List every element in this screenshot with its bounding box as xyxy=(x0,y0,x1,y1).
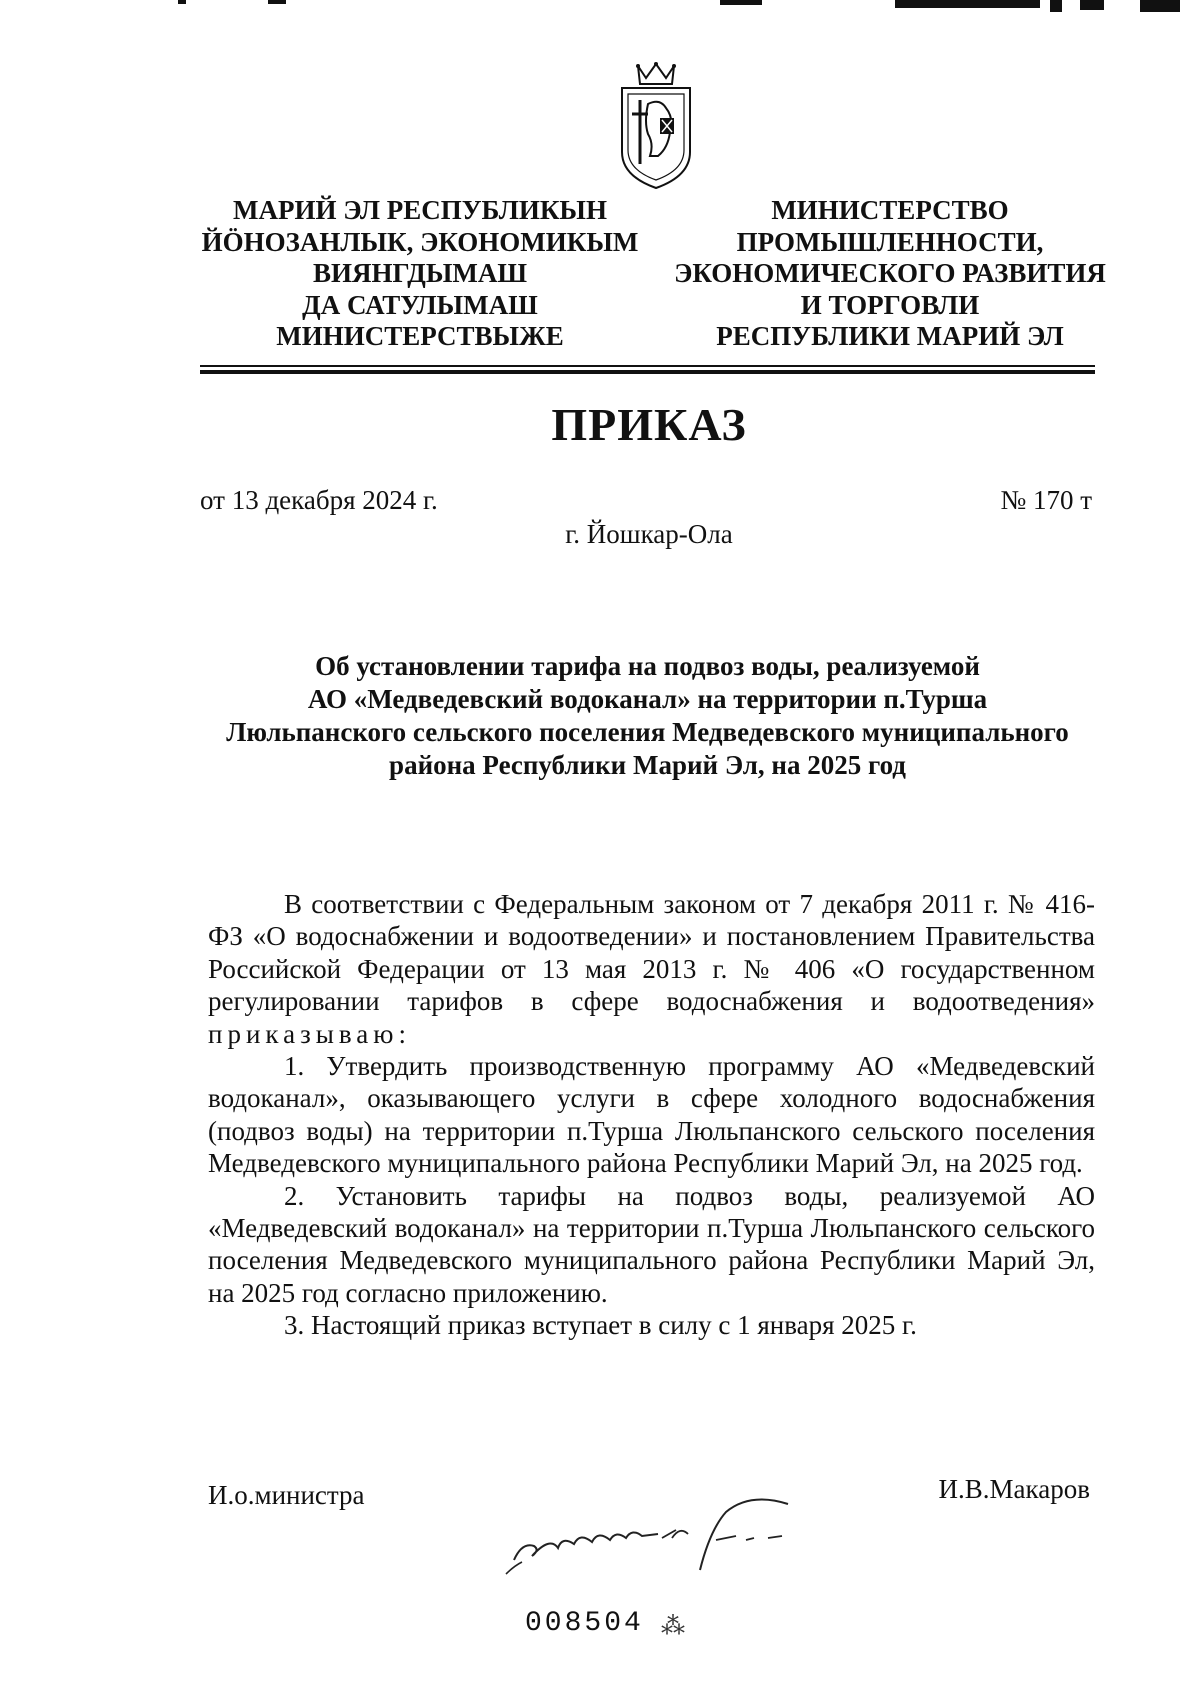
document-serial-number: 008504 xyxy=(525,1608,644,1639)
order-item: 3. Настоящий приказ вступает в силу с 1 января 2025 г. xyxy=(284,1310,917,1341)
document-city: г. Йошкар-Ола xyxy=(565,519,733,549)
header-right-line: МИНИСТЕРСТВО xyxy=(771,195,1009,225)
header-left-line: ЙӦНОЗАНЛЫК, ЭКОНОМИКЫМ xyxy=(201,226,639,257)
scan-artifact xyxy=(1050,0,1062,12)
preamble-paragraph xyxy=(208,888,1095,1050)
header-divider-thin xyxy=(200,365,1095,367)
subject-line: АО «Медведевский водоканал» на территории п.Турша xyxy=(307,684,988,714)
preamble-text: В соответствии с Федеральным законом от 7 декабря 2011 г. № 416-ФЗ «О водоснабжении и водоотведении» и постановлением Правительства Российской Федерации от 13 мая 2013 г. № 406 «О государственном регулировании тарифов в сфере водоснабжения и водоотведения» xyxy=(208,889,1095,1017)
header-left-line: ВИЯНГДЫМАШ xyxy=(312,258,528,288)
signatory-position: И.о.министра xyxy=(208,1480,365,1510)
scan-artifact xyxy=(268,0,286,4)
document-number: № 170 т xyxy=(1000,485,1092,515)
scan-artifact xyxy=(720,0,762,5)
subject-line: района Республики Марий Эл, на 2025 год xyxy=(389,750,906,780)
asterisk-mark-icon: ⁂ xyxy=(661,1614,685,1640)
header-left-line: ДА САТУЛЫМАШ xyxy=(302,289,538,320)
document-date: от 13 декабря 2024 г. xyxy=(200,485,438,515)
scan-artifact xyxy=(1140,0,1180,12)
signatory-name: И.В.Макаров xyxy=(938,1474,1090,1504)
header-left-line: МАРИЙ ЭЛ РЕСПУБЛИКЫН xyxy=(233,195,607,225)
coat-of-arms-icon xyxy=(608,60,704,192)
scan-artifact xyxy=(1080,0,1104,10)
header-right-line: ПРОМЫШЛЕННОСТИ, xyxy=(736,226,1044,257)
subject-line: Об установлении тарифа на подвоз воды, реализуемой xyxy=(315,651,980,681)
order-item: 1. Утвердить производственную программу АО «Медведевский водоканал», оказывающего услуги в сфере холодного водоснабжения (подвоз воды) на территории п.Турша Люльпанского сельского поселения Медведевского муниципального района Республики Марий Эл, на 2025 год. xyxy=(208,1051,1095,1179)
order-word: приказываю: xyxy=(208,1018,411,1049)
header-right-line: ЭКОНОМИЧЕСКОГО РАЗВИТИЯ xyxy=(674,258,1106,288)
header-divider-thick xyxy=(200,370,1095,374)
header-left-ministry-name xyxy=(200,195,640,353)
handwritten-signature-icon xyxy=(500,1478,860,1583)
header-right-line: И ТОРГОВЛИ xyxy=(800,289,980,320)
document-subject xyxy=(200,650,1095,782)
document-body xyxy=(208,888,1095,1342)
header-right-line: РЕСПУБЛИКИ МАРИЙ ЭЛ xyxy=(716,321,1064,351)
header-right-ministry-name xyxy=(650,195,1130,353)
order-item: 2. Установить тарифы на подвоз воды, реализуемой АО «Медведевский водоканал» на территории п.Турша Люльпанского сельского поселения Медведевского муниципального района Республики Марий Эл, на 2025 год согласно приложению. xyxy=(208,1180,1095,1308)
document-type-title: ПРИКАЗ xyxy=(551,399,747,450)
scan-artifact xyxy=(895,0,1040,8)
subject-line: Люльпанского сельского поселения Медведевского муниципального xyxy=(226,717,1069,747)
scan-artifact xyxy=(178,0,186,4)
header-left-line: МИНИСТЕРСТВЫЖЕ xyxy=(276,321,564,351)
